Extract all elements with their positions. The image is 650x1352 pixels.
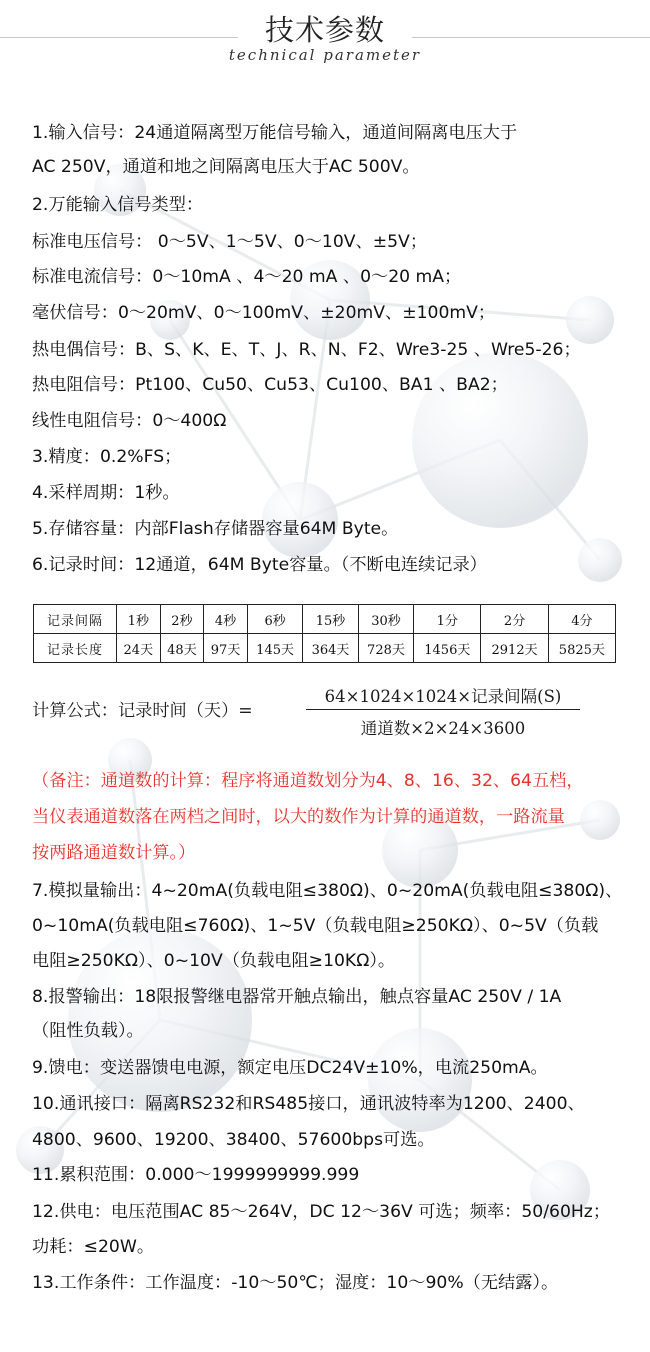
spec-line: 热电偶信号：B、S、K、E、T、J、R、N、F2、Wre3-25 、Wre5-26； — [32, 340, 581, 360]
spec-line: 10.通讯接口：隔离RS232和RS485接口，通讯波特率为1200、2400、 — [32, 1094, 585, 1114]
table-cell: 2秒 — [160, 605, 204, 634]
table-row — [34, 605, 616, 634]
spec-line: 11.累积范围：0.000～1999999999.999 — [32, 1165, 360, 1185]
table-cell: 2912天 — [481, 634, 548, 663]
table-cell: 4分 — [548, 605, 615, 634]
spec-line: 4800、9600、19200、38400、57600bps可选。 — [32, 1130, 435, 1150]
spec-line: 6.记录时间：12通道，64M Byte容量。（不断电连续记录） — [32, 555, 487, 575]
formula-numerator: 64×1024×1024×记录间隔(S) — [324, 687, 562, 706]
table-cell: 15秒 — [303, 605, 358, 634]
table-cell: 4秒 — [204, 605, 248, 634]
table-cell: 48天 — [160, 634, 204, 663]
spec-line: 0~10mA(负载电阻≤760Ω)、1~5V（负载电阻≥250KΩ）、0~5V（负载 — [32, 916, 599, 936]
spec-line: 8.报警输出：18限报警继电器常开触点输出，触点容量AC 250V / 1A — [32, 987, 562, 1007]
table-cell: 1秒 — [117, 605, 161, 634]
table-cell: 6秒 — [247, 605, 302, 634]
table-row-header: 记录长度 — [34, 634, 117, 663]
table-cell: 30秒 — [358, 605, 413, 634]
spec-line: 标准电流信号：0～10mA 、4～20 mA 、0～20 mA； — [32, 267, 462, 287]
table-cell: 1456天 — [414, 634, 481, 663]
fraction-bar — [306, 709, 580, 710]
spec-line: 标准电压信号： 0～5V、1～5V、0～10V、±5V； — [32, 232, 428, 252]
spec-line: 12.供电：电压范围AC 85～264V，DC 12～36V 可选；频率：50/60Hz； — [32, 1202, 611, 1222]
table-cell: 2分 — [481, 605, 548, 634]
spec-line: （阻性负载）。 — [32, 1021, 144, 1041]
table-row-header: 记录间隔 — [34, 605, 117, 634]
table-cell: 1分 — [414, 605, 481, 634]
table-cell: 145天 — [247, 634, 302, 663]
spec-line: 电阻≥250KΩ）、0~10V（负载电阻≥10KΩ）。 — [32, 951, 396, 971]
spec-line: 毫伏信号：0～20mV、0～100mV、±20mV、±100mV； — [32, 303, 496, 323]
note-line: （备注：通道数的计算：程序将通道数划分为4、8、16、32、64五档， — [32, 771, 584, 791]
record-time-formula — [32, 683, 632, 743]
section-subtitle: technical parameter — [228, 46, 422, 64]
table-cell: 97天 — [204, 634, 248, 663]
note-line: 当仪表通道数落在两档之间时，以大的数作为计算的通道数，一路流量 — [32, 807, 565, 827]
spec-line: 5.存储容量：内部Flash存储器容量64M Byte。 — [32, 519, 399, 539]
formula-label: 计算公式：记录时间（天）= — [32, 701, 253, 721]
spec-line: 功耗：≤20W。 — [32, 1237, 155, 1257]
spec-line: 1.输入信号：24通道隔离型万能信号输入，通道间隔离电压大于 — [32, 123, 518, 143]
record-time-table — [33, 604, 616, 663]
spec-line: 9.馈电：变送器馈电电源，额定电压DC24V±10%，电流250mA。 — [32, 1058, 548, 1078]
table-cell: 728天 — [358, 634, 413, 663]
table-cell: 24天 — [117, 634, 161, 663]
formula-denominator: 通道数×2×24×3600 — [360, 719, 526, 738]
spec-line: 热电阻信号：Pt100、Cu50、Cu53、Cu100、BA1 、BA2； — [32, 375, 508, 395]
spec-line: AC 250V，通道和地之间隔离电压大于AC 500V。 — [32, 157, 420, 177]
spec-line: 3.精度：0.2%FS； — [32, 447, 182, 467]
table-cell: 5825天 — [548, 634, 615, 663]
spec-line: 2.万能输入信号类型： — [32, 195, 204, 215]
table-cell: 364天 — [303, 634, 358, 663]
spec-line: 7.模拟量输出：4~20mA(负载电阻≤380Ω)、0~20mA(负载电阻≤380Ω)、 — [32, 881, 623, 901]
section-title: 技术参数 — [264, 13, 385, 47]
spec-line: 4.采样周期：1秒。 — [32, 483, 180, 503]
table-row — [34, 634, 616, 663]
section-header — [0, 0, 650, 80]
spec-line: 13.工作条件：工作温度：-10～50℃；湿度：10～90%（无结露）。 — [32, 1273, 559, 1293]
note-line: 按两路通道数计算。） — [32, 843, 196, 863]
spec-line: 线性电阻信号：0～400Ω — [32, 411, 227, 431]
